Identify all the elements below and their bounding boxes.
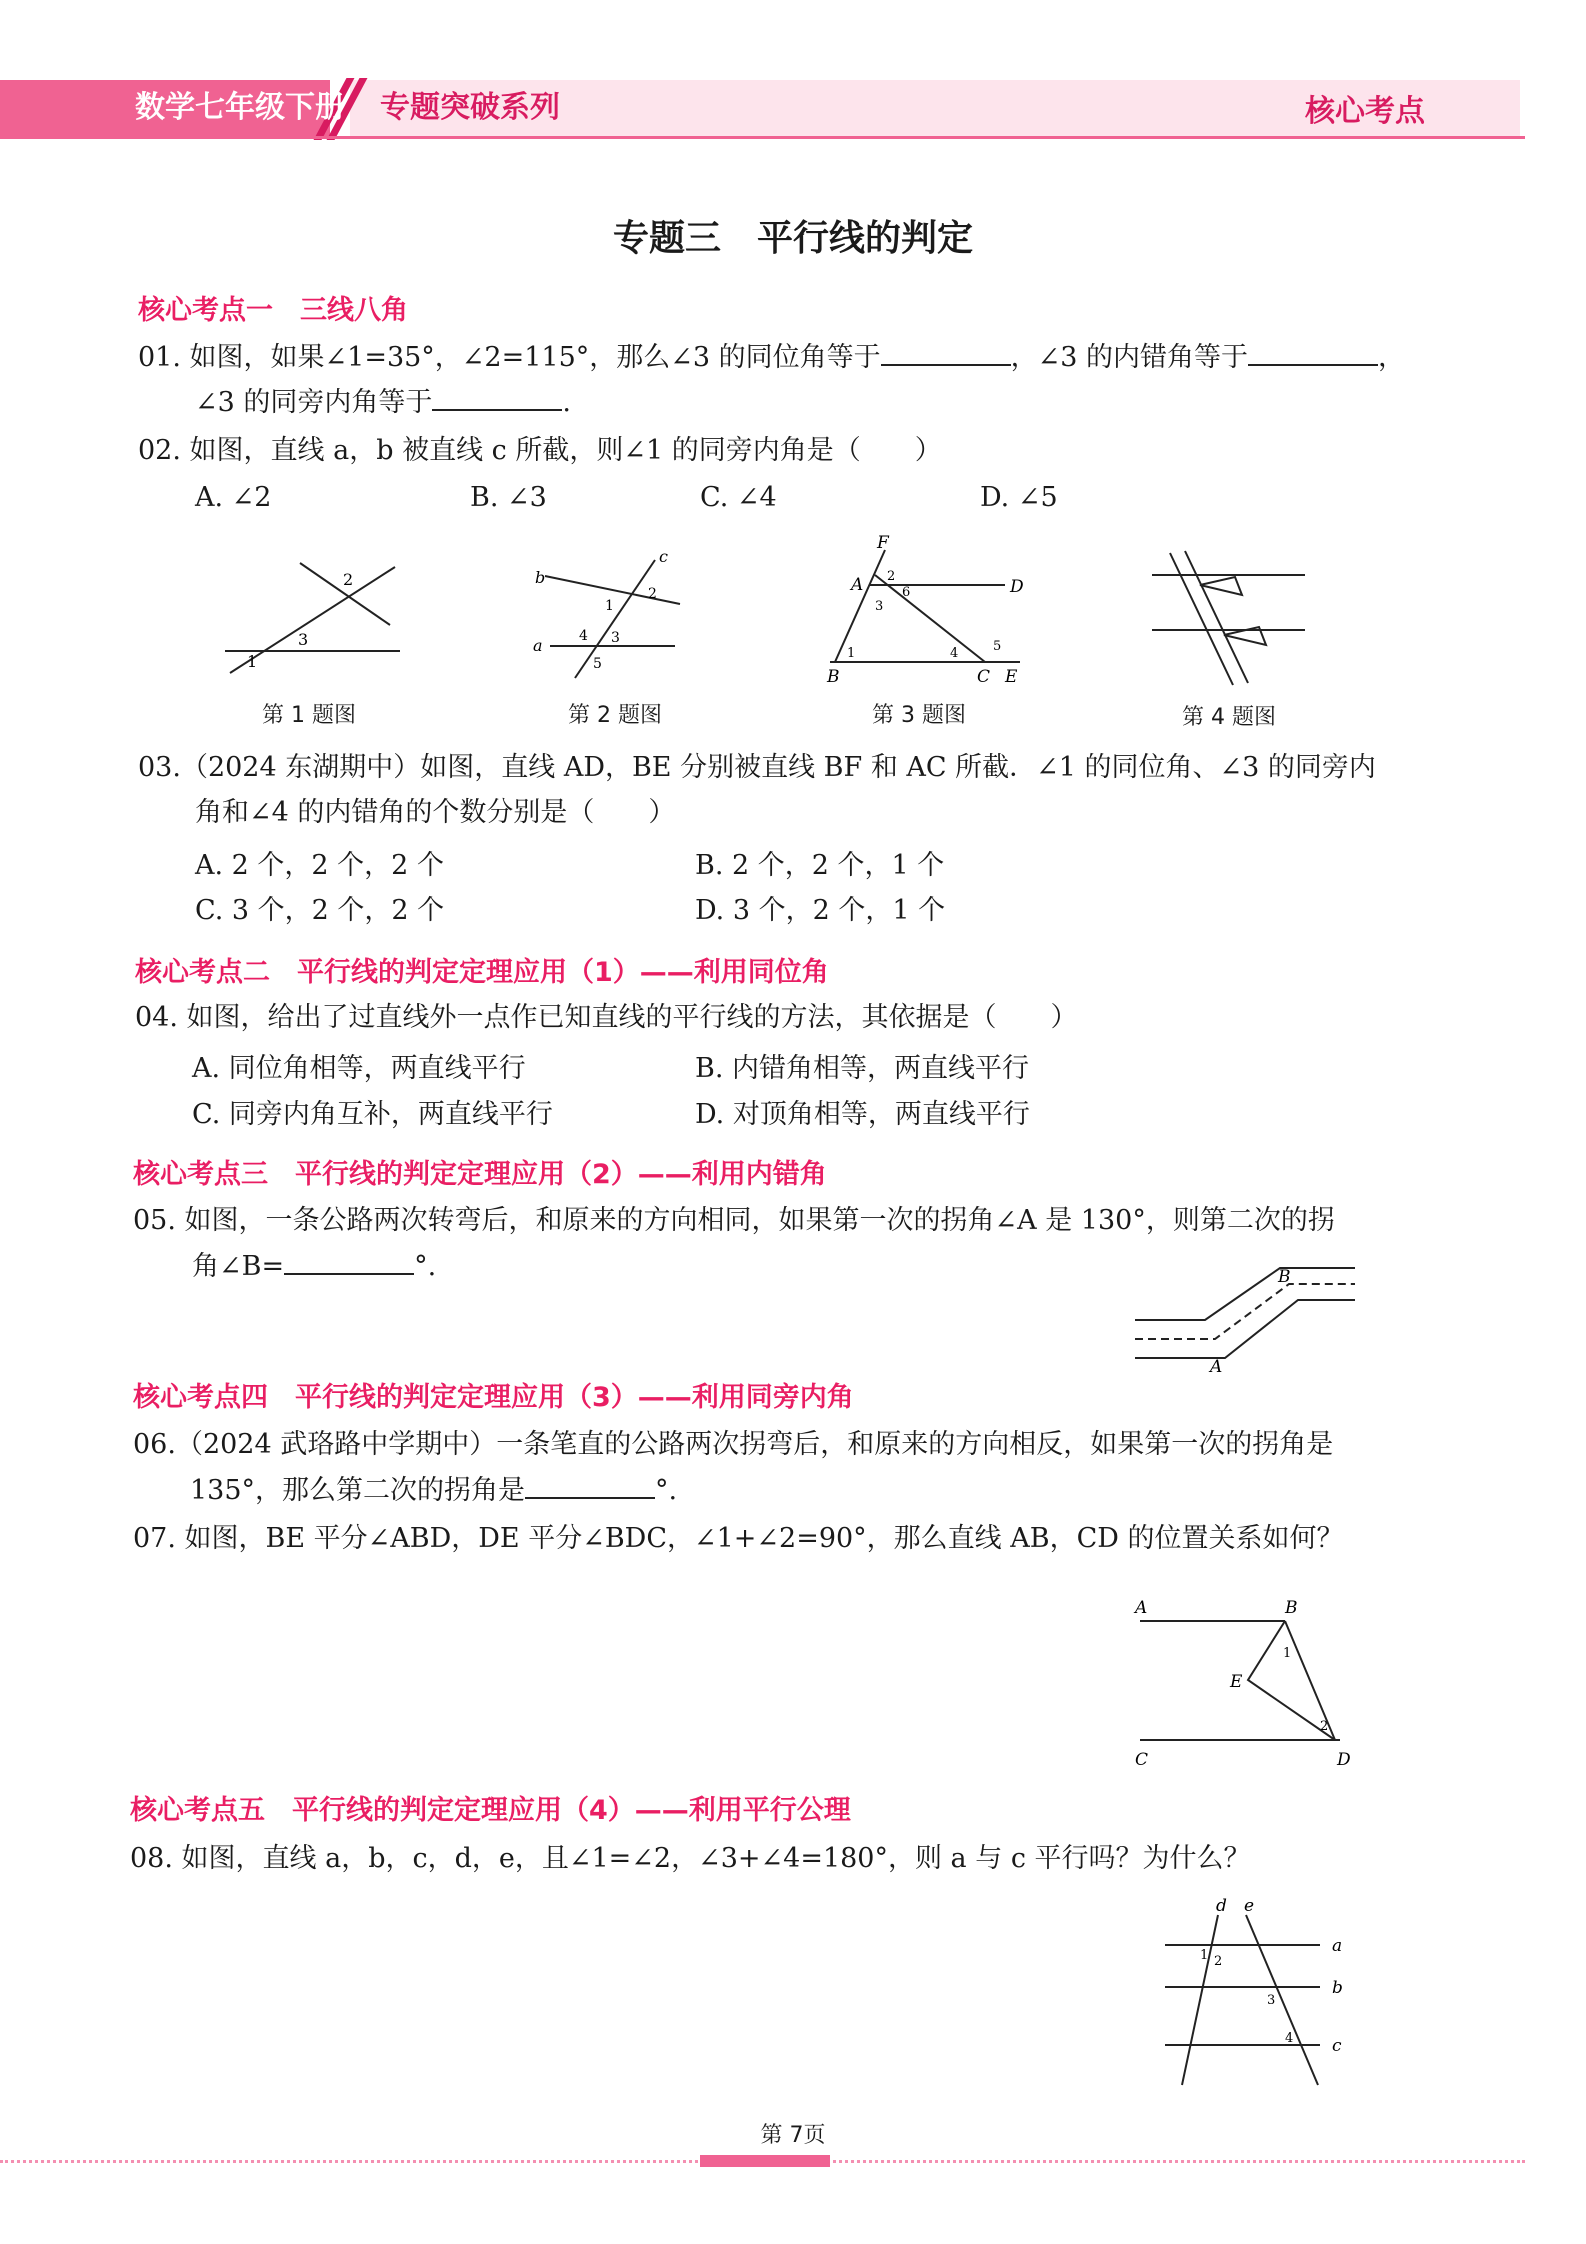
figure-4-caption: 第 4 题图: [1182, 705, 1276, 730]
fig2-label-4: 4: [579, 628, 588, 644]
fig3-label-3: 3: [875, 599, 884, 614]
option-a[interactable]: A. ∠2: [195, 482, 272, 513]
figure-2: [525, 548, 705, 683]
answer-blank[interactable]: [432, 381, 562, 411]
fig8-label-1: 1: [1200, 1948, 1209, 1963]
option-c[interactable]: C. 同旁内角互补，两直线平行: [192, 1099, 553, 1130]
fig3-label-5: 5: [993, 639, 1002, 654]
option-b[interactable]: B. ∠3: [470, 482, 547, 513]
fig3-label-B: B: [827, 667, 840, 687]
fig8-label-e: e: [1244, 1896, 1255, 1916]
fig3-label-6: 6: [902, 585, 911, 600]
fig3-label-A: A: [851, 575, 864, 595]
question-text: °.: [655, 1475, 678, 1506]
fig5-label-B: B: [1278, 1267, 1291, 1287]
question-text: °.: [414, 1251, 437, 1282]
question-03-line2: 角和∠4 的内错角的个数分别是（ ）: [195, 797, 676, 828]
fig2-label-3: 3: [611, 630, 620, 646]
question-text: 角∠B=: [192, 1251, 285, 1282]
question-03: 03.（2024 东湖期中）如图，直线 AD，BE 分别被直线 BF 和 AC 所截．∠1 的同位角、∠3 的同旁内: [138, 752, 1376, 783]
fig8-label-d: d: [1216, 1896, 1227, 1916]
question-07: 07. 如图，BE 平分∠ABD，DE 平分∠BDC，∠1+∠2=90°，那么直线 AB，CD 的位置关系如何？: [133, 1523, 1344, 1554]
option-a[interactable]: A. 2 个，2 个，2 个: [195, 850, 444, 881]
figure-8: [1150, 1895, 1360, 2090]
fig2-label-1: 1: [605, 598, 614, 614]
question-02: 02. 如图，直线 a，b 被直线 c 所截，则∠1 的同旁内角是（ ）: [138, 435, 942, 466]
question-05: 05. 如图，一条公路两次转弯后，和原来的方向相同，如果第一次的拐角∠A 是 130°，则第二次的拐: [133, 1205, 1335, 1236]
question-01: [138, 335, 1405, 381]
fig8-label-b: b: [1332, 1978, 1343, 1998]
fig2-label-c: c: [659, 548, 668, 566]
fig7-label-B: B: [1285, 1598, 1298, 1618]
fig3-label-D: D: [1010, 577, 1024, 597]
question-text: ∠3 的同旁内角等于: [195, 387, 433, 418]
footer-bar: [700, 2155, 830, 2167]
option-d[interactable]: D. 对顶角相等，两直线平行: [695, 1099, 1030, 1130]
fig8-label-c: c: [1332, 2036, 1342, 2056]
fig2-label-b: b: [535, 568, 546, 587]
fig7-label-C: C: [1135, 1750, 1149, 1770]
question-text: ，∠3 的内错角等于: [1010, 342, 1249, 373]
option-a[interactable]: A. 同位角相等，两直线平行: [192, 1053, 526, 1084]
question-text: ，: [1378, 342, 1406, 373]
fig3-label-E: E: [1005, 667, 1018, 687]
figure-4: [1140, 545, 1320, 695]
question-06: 06.（2024 武珞路中学期中）一条笔直的公路两次拐弯后，和原来的方向相反，如果第一次的拐角是: [133, 1429, 1334, 1460]
section-heading-1: 核心考点一 三线八角: [138, 295, 408, 326]
fig8-label-3: 3: [1267, 1993, 1276, 2008]
answer-blank[interactable]: [284, 1245, 414, 1275]
question-06-line2: [190, 1468, 677, 1514]
figure-5: [1130, 1260, 1360, 1375]
fig3-label-F: F: [877, 533, 889, 553]
question-text: .: [562, 387, 571, 418]
fig1-label-3: 3: [298, 630, 309, 649]
question-text: 01. 如图，如果∠1=35°，∠2=115°，那么∠3 的同位角等于: [138, 342, 881, 373]
header-series-title: 专题突破系列: [380, 90, 560, 125]
header-rule: [0, 136, 1525, 139]
section-heading-2: 核心考点二 平行线的判定定理应用（1）——利用同位角: [135, 957, 829, 988]
page-number: 第 7页: [760, 2123, 826, 2148]
fig8-label-4: 4: [1285, 2031, 1294, 2046]
fig2-label-5: 5: [593, 656, 602, 672]
section-heading-4: 核心考点四 平行线的判定定理应用（3）——利用同旁内角: [133, 1382, 854, 1413]
figure-1: [210, 555, 410, 685]
header-corner-label: 核心考点: [1305, 94, 1425, 129]
fig1-label-1: 1: [247, 652, 258, 671]
option-d[interactable]: D. ∠5: [980, 482, 1058, 513]
section-heading-3: 核心考点三 平行线的判定定理应用（2）——利用内错角: [133, 1159, 827, 1190]
page-title: 专题三 平行线的判定: [612, 218, 973, 259]
figure-1-caption: 第 1 题图: [262, 703, 356, 728]
fig8-label-a: a: [1332, 1936, 1343, 1956]
figure-7: [1125, 1585, 1355, 1770]
figure-3: [815, 530, 1030, 690]
fig7-label-A: A: [1135, 1598, 1148, 1618]
question-04: 04. 如图，给出了过直线外一点作已知直线的平行线的方法，其依据是（ ）: [135, 1002, 1078, 1033]
question-08: 08. 如图，直线 a，b，c，d，e，且∠1=∠2，∠3+∠4=180°，则 a 与 c 平行吗？为什么？: [130, 1843, 1251, 1874]
figure-3-caption: 第 3 题图: [872, 703, 966, 728]
answer-blank[interactable]: [881, 336, 1011, 366]
fig8-label-2: 2: [1214, 1954, 1223, 1969]
fig3-label-C: C: [977, 667, 991, 687]
answer-blank[interactable]: [525, 1469, 655, 1499]
option-d[interactable]: D. 3 个，2 个，1 个: [695, 895, 946, 926]
fig7-label-1: 1: [1283, 1646, 1292, 1661]
section-heading-5: 核心考点五 平行线的判定定理应用（4）——利用平行公理: [130, 1795, 851, 1826]
option-c[interactable]: C. 3 个，2 个，2 个: [195, 895, 445, 926]
fig3-label-1: 1: [847, 646, 856, 661]
fig5-label-A: A: [1210, 1357, 1223, 1375]
header-book-title: 数学七年级下册: [135, 90, 345, 125]
fig3-label-2: 2: [887, 569, 896, 584]
figure-2-caption: 第 2 题图: [568, 703, 662, 728]
question-text: 135°，那么第二次的拐角是: [190, 1475, 526, 1506]
option-b[interactable]: B. 内错角相等，两直线平行: [695, 1053, 1030, 1084]
answer-blank[interactable]: [1248, 336, 1378, 366]
fig7-label-2: 2: [1320, 1719, 1329, 1734]
option-c[interactable]: C. ∠4: [700, 482, 777, 513]
question-05-line2: [192, 1244, 436, 1290]
question-01-line2: [195, 380, 571, 426]
option-b[interactable]: B. 2 个，2 个，1 个: [695, 850, 945, 881]
fig7-label-D: D: [1337, 1750, 1351, 1770]
fig7-label-E: E: [1230, 1672, 1243, 1692]
fig3-label-4: 4: [950, 646, 959, 661]
fig1-label-2: 2: [343, 570, 354, 589]
fig2-label-a: a: [533, 636, 543, 655]
fig2-label-2: 2: [648, 586, 657, 602]
